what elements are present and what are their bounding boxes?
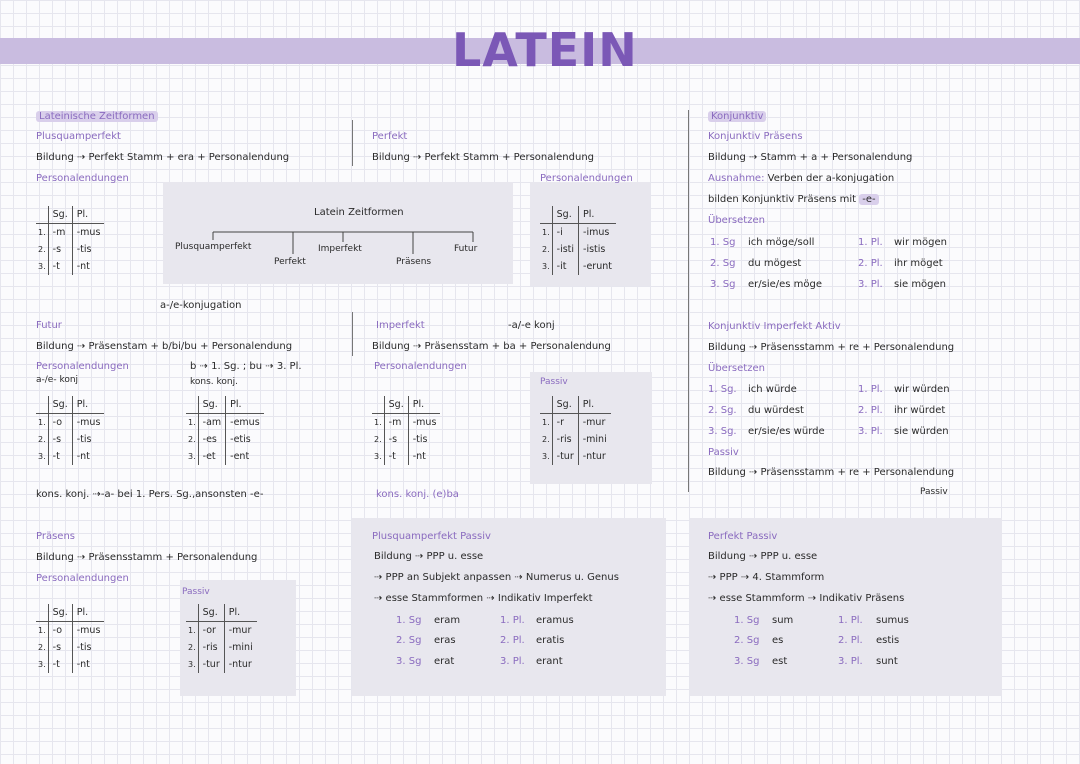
ki-row-form: er/sie/es würde <box>748 426 825 437</box>
pqp-row-form: eramus <box>536 615 574 626</box>
pqp-row-label: 3. Sg <box>396 656 422 667</box>
section-heading: Lateinische Zeitformen <box>36 110 158 123</box>
pp-row-form: sunt <box>876 656 898 667</box>
ki-row-form: ihr würdet <box>894 405 946 416</box>
pqp-row-form: erant <box>536 656 563 667</box>
ki-passiv-bildung: Bildung ⇢ Präsensstamm + re + Personalendung <box>708 467 955 478</box>
kp-bilden: bilden Konjunktiv Präsens mit -e- <box>708 193 879 206</box>
kp-row-label: 2. Sg <box>710 258 736 269</box>
kp-uebersetzen: Übersetzen <box>708 215 765 226</box>
futur-kons: kons. konj. <box>190 377 238 387</box>
ki-row-label: 2. Pl. <box>858 405 883 416</box>
perfekt-table: Sg. Pl. 1. -i -imus 2. -isti -istis 3. -it -erunt <box>540 206 616 275</box>
imperfekt-kons: kons. konj. (e)ba <box>376 489 459 500</box>
ki-row-form: wir würden <box>894 384 950 395</box>
pp-row-form: sumus <box>876 615 909 626</box>
plusq-title: Plusquamperfekt <box>36 131 121 142</box>
ki-title: Konjunktiv Imperfekt Aktiv <box>708 321 841 332</box>
imperfekt-passiv-label: Passiv <box>540 377 568 387</box>
ki-passiv-sub: Passiv <box>920 487 948 497</box>
page-title: LATEIN <box>452 23 638 77</box>
kp-bildung: Bildung ⇢ Stamm + a + Personalendung <box>708 152 913 163</box>
plusq-table: Sg. Pl. 1. -m -mus 2. -s -tis 3. -t -nt <box>36 206 104 275</box>
ki-row-label: 1. Sg. <box>708 384 737 395</box>
divider <box>688 110 689 492</box>
kp-row-label: 2. Pl. <box>858 258 883 269</box>
pp-row-form: es <box>772 635 784 646</box>
ki-bildung: Bildung ⇢ Präsensstamm + re + Personalendung <box>708 342 955 353</box>
pp-line2: ⇢ PPP ⇢ 4. Stammform <box>708 572 825 583</box>
kp-row-label: 3. Pl. <box>858 279 883 290</box>
futur-table-ae: Sg. Pl. 1. -o -mus 2. -s -tis 3. -t -nt <box>36 396 104 465</box>
praesens-bildung: Bildung ⇢ Präsensstamm + Personalendung <box>36 552 258 563</box>
kp-row-form: wir mögen <box>894 237 947 248</box>
kp-ausnahme: Ausnahme: Verben der a-konjugation <box>708 173 895 184</box>
pqp-row-form: eratis <box>536 635 565 646</box>
pp-line1: Bildung ⇢ PPP u. esse <box>708 551 818 562</box>
pp-row-label: 3. Sg <box>734 656 760 667</box>
pqp-line1: Bildung ⇢ PPP u. esse <box>374 551 484 562</box>
tree-item: Futur <box>454 244 478 254</box>
futur-pers: Personalendungen <box>36 361 129 372</box>
praesens-table: Sg. Pl. 1. -o -mus 2. -s -tis 3. -t -nt <box>36 604 104 673</box>
divider <box>352 120 353 166</box>
pqp-row-form: erat <box>434 656 455 667</box>
imperfekt-bildung: Bildung ⇢ Präsensstam + ba + Personalendung <box>372 341 611 352</box>
ki-row-form: sie würden <box>894 426 949 437</box>
kp-row-form: ihr möget <box>894 258 943 269</box>
pp-row-label: 2. Pl. <box>838 635 863 646</box>
ki-row-form: ich würde <box>748 384 797 395</box>
pqp-row-label: 1. Sg <box>396 615 422 626</box>
perfekt-bildung: Bildung ⇢ Perfekt Stamm + Personalendung <box>372 152 595 163</box>
perfekt-passiv-box <box>690 518 1002 696</box>
futur-bildung: Bildung ⇢ Präsenstam + b/bi/bu + Personalendung <box>36 341 293 352</box>
tree-item: Perfekt <box>274 257 306 267</box>
pp-row-label: 1. Pl. <box>838 615 863 626</box>
pqp-passiv-box <box>352 518 666 696</box>
pp-title: Perfekt Passiv <box>708 531 778 542</box>
ki-row-label: 1. Pl. <box>858 384 883 395</box>
kp-row-label: 1. Sg <box>710 237 736 248</box>
futur-note: a-/e-konjugation <box>160 300 242 311</box>
kp-row-form: du mögest <box>748 258 802 269</box>
imperfekt-ae: -a/-e konj <box>508 320 555 331</box>
futur-title: Futur <box>36 320 62 331</box>
tree-item: Präsens <box>396 257 432 267</box>
pqp-row-label: 2. Sg <box>396 635 422 646</box>
kp-row-label: 1. Pl. <box>858 237 883 248</box>
ki-row-label: 3. Pl. <box>858 426 883 437</box>
ki-uebersetzen: Übersetzen <box>708 363 765 374</box>
pqp-passiv-title: Plusquamperfekt Passiv <box>372 531 491 542</box>
tree-title: Latein Zeitformen <box>314 207 404 218</box>
pp-line3: ⇢ esse Stammform ⇢ Indikativ Präsens <box>708 593 905 604</box>
pp-row-label: 2. Sg <box>734 635 760 646</box>
tree-lines <box>163 182 513 284</box>
pp-row-form: sum <box>772 615 794 626</box>
perfekt-pers: Personalendungen <box>540 173 633 184</box>
kp-row-form: ich möge/soll <box>748 237 815 248</box>
pqp-row-label: 3. Pl. <box>500 656 525 667</box>
pp-row-form: est <box>772 656 788 667</box>
futur-rule: b ⇢ 1. Sg. ; bu ⇢ 3. Pl. <box>190 361 302 372</box>
perfekt-title: Perfekt <box>372 131 408 142</box>
pp-row-label: 1. Sg <box>734 615 760 626</box>
futur-ae: a-/e- konj <box>36 375 79 385</box>
pqp-row-form: eram <box>434 615 461 626</box>
divider <box>352 312 353 356</box>
tree-item: Plusquamperfekt <box>175 242 252 252</box>
pqp-row-label: 1. Pl. <box>500 615 525 626</box>
imperfekt-title: Imperfekt <box>376 320 425 331</box>
pqp-line3: ⇢ esse Stammformen ⇢ Indikativ Imperfekt <box>374 593 593 604</box>
imperfekt-table: Sg. Pl. 1. -m -mus 2. -s -tis 3. -t -nt <box>372 396 440 465</box>
kp-title: Konjunktiv Präsens <box>708 131 803 142</box>
pp-row-label: 3. Pl. <box>838 656 863 667</box>
praesens-passiv-table: Sg. Pl. 1. -or -mur 2. -ris -mini 3. -tur -ntur <box>186 604 257 673</box>
kp-row-form: sie mögen <box>894 279 947 290</box>
pqp-line2: ⇢ PPP an Subjekt anpassen ⇢ Numerus u. Genus <box>374 572 619 583</box>
ki-row-form: du würdest <box>748 405 804 416</box>
praesens-title: Präsens <box>36 531 76 542</box>
imperfekt-passiv-table: Sg. Pl. 1. -r -mur 2. -ris -mini 3. -tur -ntur <box>540 396 611 465</box>
futur-table-kons: Sg. Pl. 1. -am -emus 2. -es -etis 3. -et -ent <box>186 396 264 465</box>
pqp-row-label: 2. Pl. <box>500 635 525 646</box>
pqp-row-form: eras <box>434 635 456 646</box>
konjunktiv-heading: Konjunktiv <box>708 110 766 123</box>
pp-row-form: estis <box>876 635 900 646</box>
plusq-bildung: Bildung ⇢ Perfekt Stamm + era + Personalendung <box>36 152 290 163</box>
tree-item: Imperfekt <box>318 244 362 254</box>
kp-row-form: er/sie/es möge <box>748 279 823 290</box>
praesens-passiv-label: Passiv <box>182 587 210 597</box>
imperfekt-pers: Personalendungen <box>374 361 467 372</box>
ki-row-label: 3. Sg. <box>708 426 737 437</box>
futur-foot: kons. konj. ⇢-a- bei 1. Pers. Sg.,ansonsten -e- <box>36 489 264 500</box>
praesens-pers: Personalendungen <box>36 573 129 584</box>
ki-row-label: 2. Sg. <box>708 405 737 416</box>
ki-passiv: Passiv <box>708 447 739 458</box>
plusq-pers: Personalendungen <box>36 173 129 184</box>
kp-row-label: 3. Sg <box>710 279 736 290</box>
